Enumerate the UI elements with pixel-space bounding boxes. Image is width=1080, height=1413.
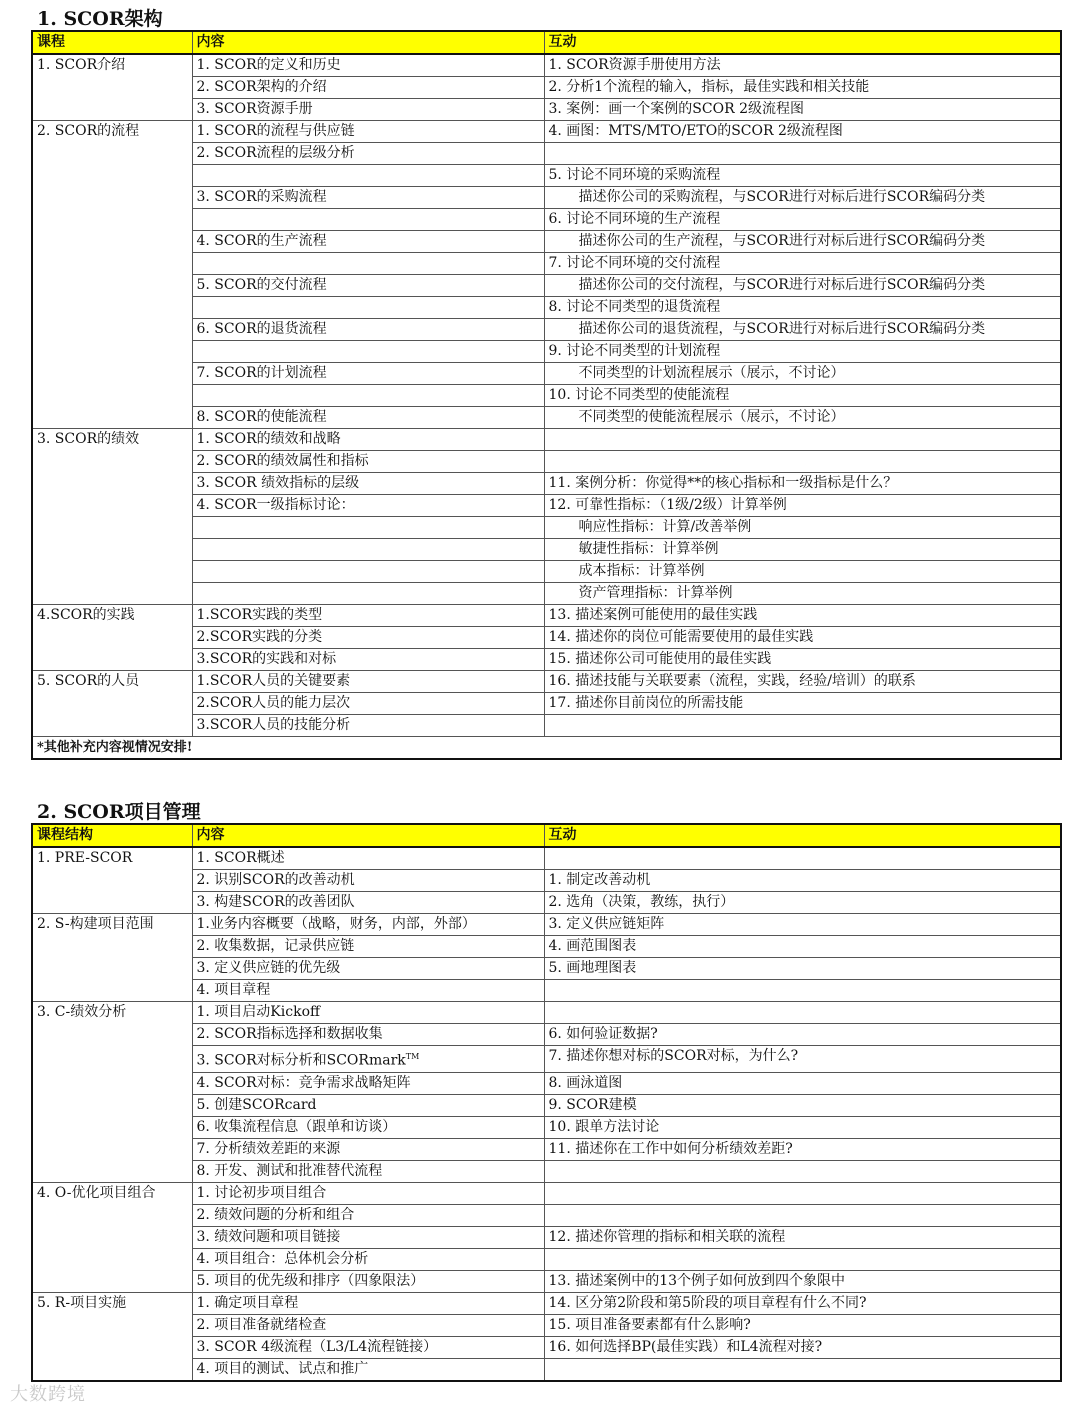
- content-text: 3.SCOR的实践和对标: [196, 651, 337, 667]
- interact-text: 3. 案例：画一个案例的SCOR 2级流程图: [548, 101, 804, 117]
- content-cell: [192, 561, 544, 583]
- table-row: [32, 605, 1061, 627]
- interact-text: 成本指标：计算举例: [578, 563, 705, 579]
- table-row: [32, 429, 1061, 451]
- content-text: 1. 确定项目章程: [196, 1294, 299, 1311]
- content-text: 2.SCOR实践的分类: [196, 629, 323, 645]
- content-cell: [192, 77, 544, 99]
- content-text: 4. SCOR对标：竞争需求战略矩阵: [196, 1074, 411, 1091]
- content-text: 1.SCOR人员的关键要素: [196, 673, 351, 689]
- interact-text: 16. 如何选择BP(最佳实践）和L4流程对接?: [548, 1338, 823, 1355]
- interact-cell: [544, 407, 1061, 429]
- content-cell: [192, 363, 544, 385]
- content-text: 3. SCOR对标分析和SCORmark: [196, 1052, 406, 1069]
- interact-cell: [544, 99, 1061, 121]
- content-cell: [192, 583, 544, 605]
- interact-cell: [544, 870, 1061, 892]
- content-cell: [192, 1182, 544, 1204]
- interact-cell: [544, 363, 1061, 385]
- course-cell: 1. PRE-SCOR: [32, 847, 192, 914]
- interact-cell: [544, 1358, 1061, 1381]
- interact-text: 5. 画地理图表: [548, 960, 637, 976]
- content-cell: [192, 1160, 544, 1182]
- content-cell: [192, 1336, 544, 1358]
- content-text: 6. 收集流程信息（跟单和访谈）: [196, 1118, 397, 1135]
- interact-text: 9. 讨论不同类型的计划流程: [548, 343, 721, 359]
- interact-cell: [544, 1270, 1061, 1292]
- section1-body: [32, 54, 1061, 737]
- content-cell: [192, 1024, 544, 1046]
- content-cell: [192, 297, 544, 319]
- content-cell: [192, 605, 544, 627]
- content-cell: [192, 1072, 544, 1094]
- content-text: 3. 构建SCOR的改善团队: [196, 894, 355, 910]
- interact-text: 13. 描述案例可能使用的最佳实践: [548, 607, 758, 623]
- section1-header-row: [32, 31, 1061, 54]
- table-row: [32, 671, 1061, 693]
- content-cell: [192, 473, 544, 495]
- content-cell: [192, 275, 544, 297]
- course-cell: 4. O-优化项目组合: [32, 1182, 192, 1292]
- section2-title: 2. SCOR项目管理: [37, 801, 201, 823]
- interact-cell: [544, 1292, 1061, 1314]
- section1-table: [31, 30, 1062, 760]
- course-cell: 5. R-项目实施: [32, 1292, 192, 1381]
- interact-cell: [544, 892, 1061, 914]
- interact-cell: [544, 1116, 1061, 1138]
- content-text: 8. 开发、测试和批准替代流程: [196, 1162, 383, 1179]
- interact-cell: [544, 1226, 1061, 1248]
- content-text: 1. SCOR概述: [196, 850, 285, 866]
- content-cell: [192, 319, 544, 341]
- content-text: 3. 绩效问题和项目链接: [196, 1228, 341, 1245]
- header-content: 内容: [192, 824, 544, 847]
- interact-text: 17. 描述你目前岗位的所需技能: [548, 695, 744, 711]
- interact-cell: [544, 473, 1061, 495]
- interact-cell: [544, 1072, 1061, 1094]
- course-cell: 4.SCOR的实践: [32, 605, 192, 671]
- content-text: 2. SCOR流程的层级分析: [196, 145, 355, 161]
- content-text: 2. 收集数据，记录供应链: [196, 938, 355, 954]
- table-row: [32, 1002, 1061, 1024]
- interact-text: 7. 描述你想对标的SCOR对标，为什么?: [548, 1048, 799, 1064]
- table-row: [32, 54, 1061, 77]
- content-cell: [192, 54, 544, 77]
- content-text: 4. 项目章程: [196, 982, 271, 998]
- interact-text: 10. 跟单方法讨论: [548, 1118, 660, 1135]
- content-cell: [192, 187, 544, 209]
- content-text: 3. 定义供应链的优先级: [196, 960, 341, 976]
- content-cell: [192, 1138, 544, 1160]
- content-cell: [192, 1358, 544, 1381]
- interact-text: 6. 如何验证数据?: [548, 1026, 658, 1042]
- interact-cell: [544, 649, 1061, 671]
- interact-cell: [544, 693, 1061, 715]
- interact-text: 1. 制定改善动机: [548, 872, 651, 888]
- interact-text: 不同类型的使能流程展示（展示，不讨论）: [578, 409, 845, 425]
- interact-cell: [544, 429, 1061, 451]
- interact-text: 11. 描述你在工作中如何分析绩效差距?: [548, 1140, 793, 1157]
- interact-text: 10. 讨论不同类型的使能流程: [548, 387, 730, 403]
- content-cell: [192, 429, 544, 451]
- course-cell: 3. SCOR的绩效: [32, 429, 192, 605]
- content-text: 1. SCOR的流程与供应链: [196, 123, 355, 139]
- content-cell: [192, 1116, 544, 1138]
- interact-cell: [544, 605, 1061, 627]
- interact-cell: [544, 671, 1061, 693]
- content-text: 2. SCOR的绩效属性和指标: [196, 453, 369, 469]
- content-cell: [192, 936, 544, 958]
- interact-text: 8. 讨论不同类型的退货流程: [548, 299, 721, 315]
- content-text: 4. SCOR的生产流程: [196, 233, 327, 249]
- trademark-sup: TM: [405, 1052, 420, 1061]
- interact-cell: [544, 253, 1061, 275]
- interact-text: 14. 区分第2阶段和第5阶段的项目章程有什么不同?: [548, 1294, 867, 1311]
- content-cell: [192, 1314, 544, 1336]
- interact-text: 6. 讨论不同环境的生产流程: [548, 211, 721, 227]
- content-cell: [192, 1226, 544, 1248]
- interact-cell: [544, 1002, 1061, 1024]
- content-text: 3. SCOR资源手册: [196, 101, 313, 117]
- content-text: 1. SCOR的绩效和战略: [196, 431, 341, 447]
- table-row: [32, 914, 1061, 936]
- content-cell: [192, 209, 544, 231]
- interact-text: 12. 可靠性指标：（1级/2级）计算举例: [548, 497, 787, 513]
- header-course: 课程结构: [32, 824, 192, 847]
- interact-text: 7. 讨论不同环境的交付流程: [548, 255, 721, 271]
- content-cell: [192, 121, 544, 143]
- table-row: [32, 847, 1061, 870]
- content-cell: [192, 539, 544, 561]
- section1-note-row: [32, 737, 1061, 760]
- content-cell: [192, 253, 544, 275]
- content-text: 5. 创建SCORcard: [196, 1096, 317, 1113]
- content-text: 4. 项目的测试、试点和推广: [196, 1360, 369, 1377]
- interact-text: 15. 项目准备要素都有什么影响?: [548, 1316, 751, 1333]
- interact-cell: [544, 583, 1061, 605]
- interact-cell: [544, 385, 1061, 407]
- interact-cell: [544, 341, 1061, 363]
- interact-text: 响应性指标：计算/改善举例: [578, 519, 752, 535]
- interact-cell: [544, 1024, 1061, 1046]
- content-cell: [192, 451, 544, 473]
- content-text: 1.业务内容概要（战略，财务，内部，外部）: [196, 916, 476, 932]
- content-cell: [192, 870, 544, 892]
- interact-cell: [544, 143, 1061, 165]
- content-text: 4. SCOR一级指标讨论：: [196, 497, 355, 513]
- interact-cell: [544, 231, 1061, 253]
- interact-text: 9. SCOR建模: [548, 1096, 637, 1113]
- content-text: 7. SCOR的计划流程: [196, 365, 327, 381]
- interact-text: 4. 画图：MTS/MTO/ETO的SCOR 2级流程图: [548, 123, 843, 139]
- table-row: [32, 1182, 1061, 1204]
- section2-body: [32, 847, 1061, 1381]
- interact-cell: [544, 1182, 1061, 1204]
- content-text: 2.SCOR人员的能力层次: [196, 695, 351, 711]
- content-cell: [192, 715, 544, 737]
- content-cell: [192, 958, 544, 980]
- section2-table: [31, 823, 1062, 1382]
- interact-cell: [544, 1336, 1061, 1358]
- interact-cell: [544, 517, 1061, 539]
- content-text: 2. SCOR架构的介绍: [196, 79, 327, 95]
- interact-cell: [544, 187, 1061, 209]
- interact-cell: [544, 1138, 1061, 1160]
- content-cell: [192, 1002, 544, 1024]
- content-cell: [192, 914, 544, 936]
- interact-text: 16. 描述技能与关联要素（流程，实践，经验/培训）的联系: [548, 673, 916, 689]
- header-content: 内容: [192, 31, 544, 54]
- interact-text: 描述你公司的采购流程，与SCOR进行对标后进行SCOR编码分类: [578, 189, 986, 205]
- content-text: 5. SCOR的交付流程: [196, 277, 327, 293]
- content-text: 4. 项目组合：总体机会分析: [196, 1250, 369, 1267]
- interact-text: 11. 案例分析：你觉得**的核心指标和一级指标是什么？: [548, 475, 898, 491]
- interact-cell: [544, 914, 1061, 936]
- content-cell: [192, 99, 544, 121]
- interact-cell: [544, 1248, 1061, 1270]
- content-cell: [192, 517, 544, 539]
- content-text: 5. 项目的优先级和排序（四象限法）: [196, 1272, 425, 1289]
- content-cell: [192, 1094, 544, 1116]
- interact-text: 13. 描述案例中的13个例子如何放到四个象限中: [548, 1272, 846, 1289]
- interact-cell: [544, 1160, 1061, 1182]
- interact-cell: [544, 715, 1061, 737]
- content-text: 1.SCOR实践的类型: [196, 607, 323, 623]
- content-text: 2. 识别SCOR的改善动机: [196, 872, 355, 888]
- course-cell: 2. SCOR的流程: [32, 121, 192, 429]
- content-cell: [192, 1204, 544, 1226]
- interact-text: 2. 选角（决策，教练，执行）: [548, 894, 735, 910]
- content-cell: [192, 847, 544, 870]
- content-cell: [192, 385, 544, 407]
- content-cell: [192, 627, 544, 649]
- interact-text: 3. 定义供应链矩阵: [548, 916, 665, 932]
- content-text: 7. 分析绩效差距的来源: [196, 1140, 341, 1157]
- course-cell: 1. SCOR介绍: [32, 54, 192, 121]
- interact-text: 描述你公司的交付流程，与SCOR进行对标后进行SCOR编码分类: [578, 277, 986, 293]
- content-cell: [192, 1292, 544, 1314]
- content-cell: [192, 143, 544, 165]
- interact-cell: [544, 1094, 1061, 1116]
- content-cell: [192, 341, 544, 363]
- content-text: 2. SCOR指标选择和数据收集: [196, 1026, 383, 1042]
- interact-cell: [544, 495, 1061, 517]
- content-text: 8. SCOR的使能流程: [196, 409, 327, 425]
- content-cell: [192, 231, 544, 253]
- content-cell: [192, 407, 544, 429]
- content-cell: [192, 980, 544, 1002]
- content-text: 3. SCOR的采购流程: [196, 189, 327, 205]
- content-text: 1. SCOR的定义和历史: [196, 57, 341, 73]
- content-text: 2. 绩效问题的分析和组合: [196, 1206, 355, 1223]
- header-course: 课程: [32, 31, 192, 54]
- content-text: 3. SCOR 4级流程（L3/L4流程链接）: [196, 1338, 438, 1355]
- interact-cell: [544, 319, 1061, 341]
- interact-cell: [544, 451, 1061, 473]
- content-text: 2. 项目准备就绪检查: [196, 1316, 327, 1333]
- interact-cell: [544, 297, 1061, 319]
- content-cell: [192, 649, 544, 671]
- content-cell: [192, 671, 544, 693]
- interact-cell: [544, 165, 1061, 187]
- interact-cell: [544, 1046, 1061, 1073]
- interact-cell: [544, 1204, 1061, 1226]
- interact-text: 描述你公司的生产流程，与SCOR进行对标后进行SCOR编码分类: [578, 233, 986, 249]
- interact-cell: [544, 54, 1061, 77]
- table-row: [32, 1292, 1061, 1314]
- interact-cell: [544, 275, 1061, 297]
- interact-cell: [544, 209, 1061, 231]
- content-text: 1. 项目启动Kickoff: [196, 1004, 320, 1020]
- content-text: 3. SCOR 绩效指标的层级: [196, 475, 360, 491]
- course-cell: 5. SCOR的人员: [32, 671, 192, 737]
- content-cell: [192, 1270, 544, 1292]
- interact-cell: [544, 121, 1061, 143]
- interact-text: 12. 描述你管理的指标和相关联的流程: [548, 1228, 786, 1245]
- interact-text: 敏捷性指标：计算举例: [578, 541, 719, 557]
- interact-text: 2. 分析1个流程的输入，指标，最佳实践和相关技能: [548, 79, 870, 95]
- content-text: 3.SCOR人员的技能分析: [196, 717, 351, 733]
- content-text: 1. 讨论初步项目组合: [196, 1184, 327, 1201]
- content-text: 6. SCOR的退货流程: [196, 321, 327, 337]
- interact-cell: [544, 539, 1061, 561]
- watermark: 大数跨境: [10, 1384, 86, 1405]
- header-interact: 互动: [544, 824, 1061, 847]
- content-cell: [192, 1248, 544, 1270]
- interact-text: 15. 描述你公司可能使用的最佳实践: [548, 651, 772, 667]
- interact-cell: [544, 627, 1061, 649]
- content-cell: [192, 165, 544, 187]
- section1-title: 1. SCOR架构: [37, 8, 163, 30]
- interact-cell: [544, 936, 1061, 958]
- interact-text: 不同类型的计划流程展示（展示，不讨论）: [578, 365, 845, 381]
- interact-cell: [544, 958, 1061, 980]
- content-cell: [192, 1046, 544, 1073]
- interact-text: 5. 讨论不同环境的采购流程: [548, 167, 721, 183]
- header-interact: 互动: [544, 31, 1061, 54]
- section1-note: *其他补充内容视情况安排!: [32, 737, 1061, 760]
- interact-text: 8. 画泳道图: [548, 1074, 623, 1091]
- interact-text: 1. SCOR资源手册使用方法: [548, 57, 721, 73]
- content-cell: [192, 495, 544, 517]
- section2-header-row: [32, 824, 1061, 847]
- interact-text: 资产管理指标：计算举例: [578, 585, 733, 601]
- table-row: [32, 121, 1061, 143]
- interact-cell: [544, 1314, 1061, 1336]
- interact-text: 14. 描述你的岗位可能需要使用的最佳实践: [548, 629, 814, 645]
- interact-cell: [544, 980, 1061, 1002]
- interact-text: 描述你公司的退货流程，与SCOR进行对标后进行SCOR编码分类: [578, 321, 986, 337]
- interact-text: 4. 画范围图表: [548, 938, 637, 954]
- interact-cell: [544, 561, 1061, 583]
- interact-cell: [544, 847, 1061, 870]
- content-cell: [192, 892, 544, 914]
- content-cell: [192, 693, 544, 715]
- course-cell: 2. S-构建项目范围: [32, 914, 192, 1002]
- interact-cell: [544, 77, 1061, 99]
- course-cell: 3. C-绩效分析: [32, 1002, 192, 1183]
